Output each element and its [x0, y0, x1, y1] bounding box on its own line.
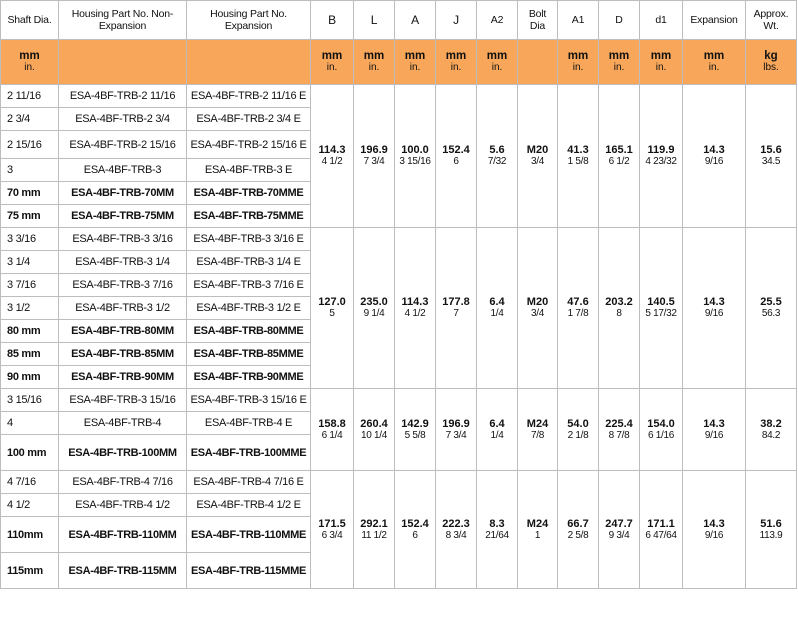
- dimension-cell: [683, 471, 746, 589]
- unit-secondary: in.: [24, 62, 35, 73]
- dimension-metric: 15.6: [760, 144, 782, 156]
- dimension-metric: 25.5: [760, 296, 782, 308]
- part-no-exp-cell: ESA-4BF-TRB-100MME: [187, 435, 311, 471]
- part-no-exp-cell: ESA-4BF-TRB-3 15/16 E: [187, 389, 311, 412]
- dimension-metric: 14.3: [703, 517, 725, 530]
- dimension-imperial: 6 1/4: [321, 429, 343, 441]
- dimension-metric: 292.1: [360, 517, 388, 530]
- dimension-metric: 14.3: [703, 144, 725, 156]
- unit-cell: [599, 40, 640, 85]
- dimension-imperial: 5: [329, 308, 335, 319]
- header-cell: D: [599, 1, 640, 40]
- shaft-dia-cell: 4: [1, 412, 59, 435]
- unit-primary: mm: [486, 50, 508, 62]
- dimension-imperial: 8: [616, 308, 622, 319]
- part-no-nonexp-cell: ESA-4BF-TRB-2 3/4: [59, 108, 187, 131]
- unit-cell: [558, 40, 599, 85]
- dimension-cell: [746, 471, 797, 589]
- part-no-exp-cell: ESA-4BF-TRB-3 E: [187, 159, 311, 182]
- dimension-cell: [354, 389, 395, 471]
- unit-primary: mm: [703, 50, 725, 62]
- dimension-metric: 114.3: [401, 296, 429, 308]
- unit-secondary: in.: [708, 62, 720, 73]
- dimension-metric: 47.6: [567, 296, 589, 308]
- dimension-cell: [683, 389, 746, 471]
- unit-cell: [518, 40, 558, 85]
- dimension-cell: [436, 85, 477, 228]
- unit-cell: [640, 40, 683, 85]
- dimension-metric: 225.4: [605, 417, 633, 430]
- unit-primary: mm: [608, 50, 630, 62]
- dimension-imperial: 1 5/8: [567, 156, 589, 167]
- dimension-imperial: 4 23/32: [645, 156, 677, 167]
- shaft-dia-cell: 3: [1, 159, 59, 182]
- dimension-imperial: 5 17/32: [645, 308, 677, 319]
- dimension-imperial: 4 1/2: [321, 156, 343, 167]
- table-row: [1, 85, 797, 108]
- dimension-imperial: 9/16: [704, 429, 724, 441]
- header-cell: A1: [558, 1, 599, 40]
- unit-secondary: in.: [368, 62, 380, 73]
- dimension-imperial: 7/8: [530, 429, 544, 441]
- dimension-metric: 14.3: [703, 417, 725, 430]
- dimension-metric: 54.0: [567, 417, 589, 430]
- dimension-imperial: 8 7/8: [608, 429, 630, 441]
- header-row: [1, 1, 797, 40]
- part-no-exp-cell: ESA-4BF-TRB-2 15/16 E: [187, 131, 311, 159]
- dimension-cell: [311, 85, 354, 228]
- dimension-metric: 196.9: [360, 144, 388, 156]
- shaft-dia-cell: 4 7/16: [1, 471, 59, 494]
- dimension-imperial: 7/32: [487, 156, 507, 167]
- dimension-imperial: 7 3/4: [445, 429, 467, 441]
- dimension-metric: 8.3: [489, 517, 505, 530]
- part-no-nonexp-cell: ESA-4BF-TRB-4 1/2: [59, 494, 187, 517]
- dimension-cell: [640, 85, 683, 228]
- dimension-metric: 260.4: [360, 417, 388, 430]
- unit-secondary: in.: [613, 62, 625, 73]
- dimension-imperial: 6 1/2: [608, 156, 630, 167]
- dimension-metric: 152.4: [401, 517, 429, 530]
- header-cell: Housing Part No. Non-Expansion: [59, 1, 187, 40]
- shaft-dia-cell: 100 mm: [1, 435, 59, 471]
- unit-cell: [59, 40, 187, 85]
- part-no-nonexp-cell: ESA-4BF-TRB-90MM: [59, 366, 187, 389]
- dimension-imperial: 9/16: [704, 529, 724, 541]
- dimension-cell: [640, 389, 683, 471]
- shaft-dia-cell: 75 mm: [1, 205, 59, 228]
- dimension-cell: [395, 85, 436, 228]
- shaft-dia-cell: 85 mm: [1, 343, 59, 366]
- dimension-cell: [746, 389, 797, 471]
- unit-primary: mm: [363, 50, 385, 62]
- part-no-nonexp-cell: ESA-4BF-TRB-3 1/2: [59, 297, 187, 320]
- part-no-nonexp-cell: ESA-4BF-TRB-115MM: [59, 553, 187, 589]
- dimension-metric: M20: [526, 144, 549, 156]
- dimension-metric: 38.2: [760, 417, 782, 430]
- dimension-cell: [477, 471, 518, 589]
- part-no-nonexp-cell: ESA-4BF-TRB-80MM: [59, 320, 187, 343]
- dimension-cell: [518, 228, 558, 389]
- dimension-imperial: 9 3/4: [608, 529, 630, 541]
- dimension-imperial: 9/16: [704, 308, 724, 319]
- dimension-cell: [395, 389, 436, 471]
- part-no-nonexp-cell: ESA-4BF-TRB-2 11/16: [59, 85, 187, 108]
- unit-primary: mm: [404, 50, 426, 62]
- part-no-exp-cell: ESA-4BF-TRB-3 1/4 E: [187, 251, 311, 274]
- units-row: [1, 40, 797, 85]
- part-no-nonexp-cell: ESA-4BF-TRB-110MM: [59, 517, 187, 553]
- unit-primary: mm: [650, 50, 672, 62]
- header-cell: J: [436, 1, 477, 40]
- part-no-exp-cell: ESA-4BF-TRB-110MME: [187, 517, 311, 553]
- shaft-dia-cell: 2 15/16: [1, 131, 59, 159]
- header-cell: d1: [640, 1, 683, 40]
- shaft-dia-cell: 3 7/16: [1, 274, 59, 297]
- header-cell: A: [395, 1, 436, 40]
- dimension-imperial: 9/16: [704, 156, 724, 167]
- dimension-cell: [395, 471, 436, 589]
- part-no-exp-cell: ESA-4BF-TRB-4 7/16 E: [187, 471, 311, 494]
- dimension-imperial: 6: [453, 156, 459, 167]
- part-no-nonexp-cell: ESA-4BF-TRB-3 15/16: [59, 389, 187, 412]
- part-no-exp-cell: ESA-4BF-TRB-75MME: [187, 205, 311, 228]
- dimension-cell: [436, 471, 477, 589]
- dimension-cell: [354, 228, 395, 389]
- dimension-imperial: 8 3/4: [445, 529, 467, 541]
- unit-primary: mm: [445, 50, 467, 62]
- unit-secondary: in.: [491, 62, 503, 73]
- dimension-imperial: 1 7/8: [567, 308, 589, 319]
- unit-secondary: in.: [450, 62, 462, 73]
- part-no-exp-cell: ESA-4BF-TRB-90MME: [187, 366, 311, 389]
- part-no-nonexp-cell: ESA-4BF-TRB-85MM: [59, 343, 187, 366]
- dimension-cell: [354, 85, 395, 228]
- dimension-cell: [640, 471, 683, 589]
- dimension-cell: [558, 228, 599, 389]
- shaft-dia-cell: 4 1/2: [1, 494, 59, 517]
- dimension-metric: 41.3: [567, 144, 589, 156]
- dimension-imperial: 10 1/4: [360, 429, 387, 441]
- dimension-cell: [477, 228, 518, 389]
- header-cell: Housing Part No. Expansion: [187, 1, 311, 40]
- dimension-metric: 158.8: [318, 417, 346, 430]
- dimension-metric: 127.0: [318, 296, 346, 308]
- dimension-cell: [683, 85, 746, 228]
- shaft-dia-cell: 80 mm: [1, 320, 59, 343]
- part-no-nonexp-cell: ESA-4BF-TRB-3 3/16: [59, 228, 187, 251]
- dimension-imperial: 3/4: [530, 308, 544, 319]
- part-no-nonexp-cell: ESA-4BF-TRB-70MM: [59, 182, 187, 205]
- part-no-exp-cell: ESA-4BF-TRB-80MME: [187, 320, 311, 343]
- dimension-imperial: 9 1/4: [363, 308, 385, 319]
- dimension-imperial: 1/4: [490, 429, 504, 441]
- part-no-exp-cell: ESA-4BF-TRB-4 1/2 E: [187, 494, 311, 517]
- dimension-imperial: 84.2: [761, 429, 781, 441]
- dimension-imperial: 113.9: [759, 529, 783, 541]
- dimension-cell: [477, 389, 518, 471]
- dimension-metric: 154.0: [647, 417, 675, 430]
- shaft-dia-cell: 3 1/4: [1, 251, 59, 274]
- dimension-metric: 177.8: [442, 296, 470, 308]
- dimension-metric: 171.5: [318, 517, 346, 530]
- dimension-cell: [640, 228, 683, 389]
- dimension-metric: 152.4: [442, 144, 470, 156]
- part-no-nonexp-cell: ESA-4BF-TRB-4 7/16: [59, 471, 187, 494]
- shaft-dia-cell: 2 11/16: [1, 85, 59, 108]
- part-no-nonexp-cell: ESA-4BF-TRB-3: [59, 159, 187, 182]
- shaft-dia-cell: 2 3/4: [1, 108, 59, 131]
- dimension-cell: [477, 85, 518, 228]
- dimension-cell: [599, 389, 640, 471]
- part-no-exp-cell: ESA-4BF-TRB-2 11/16 E: [187, 85, 311, 108]
- dimension-cell: [746, 228, 797, 389]
- table-row: [1, 471, 797, 494]
- dimension-imperial: 5 5/8: [404, 429, 426, 441]
- part-no-nonexp-cell: ESA-4BF-TRB-3 1/4: [59, 251, 187, 274]
- dimension-imperial: 6 3/4: [321, 529, 343, 541]
- dimension-cell: [683, 228, 746, 389]
- dimension-cell: [599, 471, 640, 589]
- shaft-dia-cell: 3 1/2: [1, 297, 59, 320]
- part-no-nonexp-cell: ESA-4BF-TRB-2 15/16: [59, 131, 187, 159]
- dimension-metric: 222.3: [442, 517, 470, 530]
- dimension-metric: M24: [526, 417, 549, 430]
- dimension-cell: [354, 471, 395, 589]
- unit-primary: mm: [321, 50, 343, 62]
- dimension-metric: 247.7: [605, 517, 633, 530]
- shaft-dia-cell: 115mm: [1, 553, 59, 589]
- shaft-dia-cell: 70 mm: [1, 182, 59, 205]
- part-no-exp-cell: ESA-4BF-TRB-3 1/2 E: [187, 297, 311, 320]
- dimension-imperial: 3/4: [530, 156, 544, 167]
- dimension-cell: [558, 389, 599, 471]
- part-no-exp-cell: ESA-4BF-TRB-70MME: [187, 182, 311, 205]
- dimension-metric: 5.6: [489, 144, 505, 156]
- unit-cell: [683, 40, 746, 85]
- header-cell: A2: [477, 1, 518, 40]
- dimension-cell: [518, 471, 558, 589]
- dimension-metric: M24: [526, 517, 549, 530]
- dimension-metric: 171.1: [647, 517, 675, 530]
- header-cell: L: [354, 1, 395, 40]
- dimension-imperial: 1/4: [490, 308, 504, 319]
- unit-cell: [477, 40, 518, 85]
- dimension-metric: 196.9: [442, 417, 470, 430]
- dimension-imperial: 7: [453, 308, 459, 319]
- part-no-exp-cell: ESA-4BF-TRB-3 3/16 E: [187, 228, 311, 251]
- dimension-metric: 51.6: [760, 517, 782, 530]
- unit-cell: [187, 40, 311, 85]
- unit-primary: mm: [19, 50, 40, 62]
- unit-secondary: in.: [409, 62, 421, 73]
- unit-secondary: lbs.: [763, 62, 779, 73]
- shaft-dia-cell: 90 mm: [1, 366, 59, 389]
- part-no-exp-cell: ESA-4BF-TRB-85MME: [187, 343, 311, 366]
- part-no-exp-cell: ESA-4BF-TRB-2 3/4 E: [187, 108, 311, 131]
- unit-cell: [311, 40, 354, 85]
- table-row: [1, 389, 797, 412]
- unit-secondary: in.: [655, 62, 667, 73]
- part-no-nonexp-cell: ESA-4BF-TRB-75MM: [59, 205, 187, 228]
- dimension-imperial: 7 3/4: [363, 156, 385, 167]
- part-no-exp-cell: ESA-4BF-TRB-115MME: [187, 553, 311, 589]
- dimension-metric: 114.3: [318, 144, 346, 156]
- dimension-cell: [599, 85, 640, 228]
- unit-cell: [436, 40, 477, 85]
- dimension-metric: 100.0: [401, 144, 429, 156]
- dimension-cell: [311, 228, 354, 389]
- dimension-imperial: 2 5/8: [567, 529, 589, 541]
- shaft-dia-cell: 3 15/16: [1, 389, 59, 412]
- dimension-cell: [311, 471, 354, 589]
- dimension-imperial: 6 47/64: [645, 529, 677, 541]
- dimension-cell: [599, 228, 640, 389]
- dimension-metric: 6.4: [489, 296, 505, 308]
- shaft-dia-cell: 110mm: [1, 517, 59, 553]
- dimension-imperial: 6 1/16: [647, 429, 674, 441]
- dimension-metric: 165.1: [605, 144, 633, 156]
- dimension-cell: [518, 389, 558, 471]
- part-no-nonexp-cell: ESA-4BF-TRB-3 7/16: [59, 274, 187, 297]
- dimension-imperial: 6: [412, 529, 418, 541]
- dimension-cell: [311, 389, 354, 471]
- dimension-cell: [746, 85, 797, 228]
- header-cell: Approx. Wt.: [746, 1, 797, 40]
- part-no-nonexp-cell: ESA-4BF-TRB-100MM: [59, 435, 187, 471]
- header-cell: B: [311, 1, 354, 40]
- table-row: [1, 228, 797, 251]
- unit-primary: mm: [567, 50, 589, 62]
- dimension-imperial: 2 1/8: [567, 429, 589, 441]
- header-cell: Expansion: [683, 1, 746, 40]
- dimension-metric: 119.9: [647, 144, 675, 156]
- dimension-imperial: 34.5: [761, 156, 781, 167]
- dimension-metric: 235.0: [360, 296, 388, 308]
- unit-secondary: in.: [572, 62, 584, 73]
- dimension-imperial: 1: [534, 529, 541, 541]
- shaft-dia-cell: 3 3/16: [1, 228, 59, 251]
- dimension-metric: 203.2: [605, 296, 633, 308]
- dimension-metric: M20: [526, 296, 549, 308]
- dimension-cell: [436, 389, 477, 471]
- dimension-imperial: 21/64: [485, 529, 509, 541]
- dimension-metric: 6.4: [489, 417, 505, 430]
- header-cell: Bolt Dia: [518, 1, 558, 40]
- dimension-imperial: 56.3: [761, 308, 781, 319]
- dimension-imperial: 11 1/2: [361, 529, 387, 541]
- unit-cell: [1, 40, 59, 85]
- unit-cell: [395, 40, 436, 85]
- dimension-imperial: 3 15/16: [399, 156, 431, 167]
- part-no-exp-cell: ESA-4BF-TRB-3 7/16 E: [187, 274, 311, 297]
- dimension-metric: 140.5: [647, 296, 675, 308]
- dimension-cell: [558, 85, 599, 228]
- header-cell: Shaft Dia.: [1, 1, 59, 40]
- dimension-metric: 14.3: [703, 296, 725, 308]
- dimension-cell: [558, 471, 599, 589]
- part-no-exp-cell: ESA-4BF-TRB-4 E: [187, 412, 311, 435]
- unit-cell: [354, 40, 395, 85]
- unit-secondary: in.: [326, 62, 338, 73]
- dimension-cell: [395, 228, 436, 389]
- part-no-nonexp-cell: ESA-4BF-TRB-4: [59, 412, 187, 435]
- dimension-imperial: 4 1/2: [404, 308, 426, 319]
- dimension-metric: 66.7: [567, 517, 589, 530]
- dimension-cell: [518, 85, 558, 228]
- unit-cell: [746, 40, 797, 85]
- dimension-cell: [436, 228, 477, 389]
- unit-primary: kg: [764, 50, 778, 62]
- dimension-metric: 142.9: [401, 417, 429, 430]
